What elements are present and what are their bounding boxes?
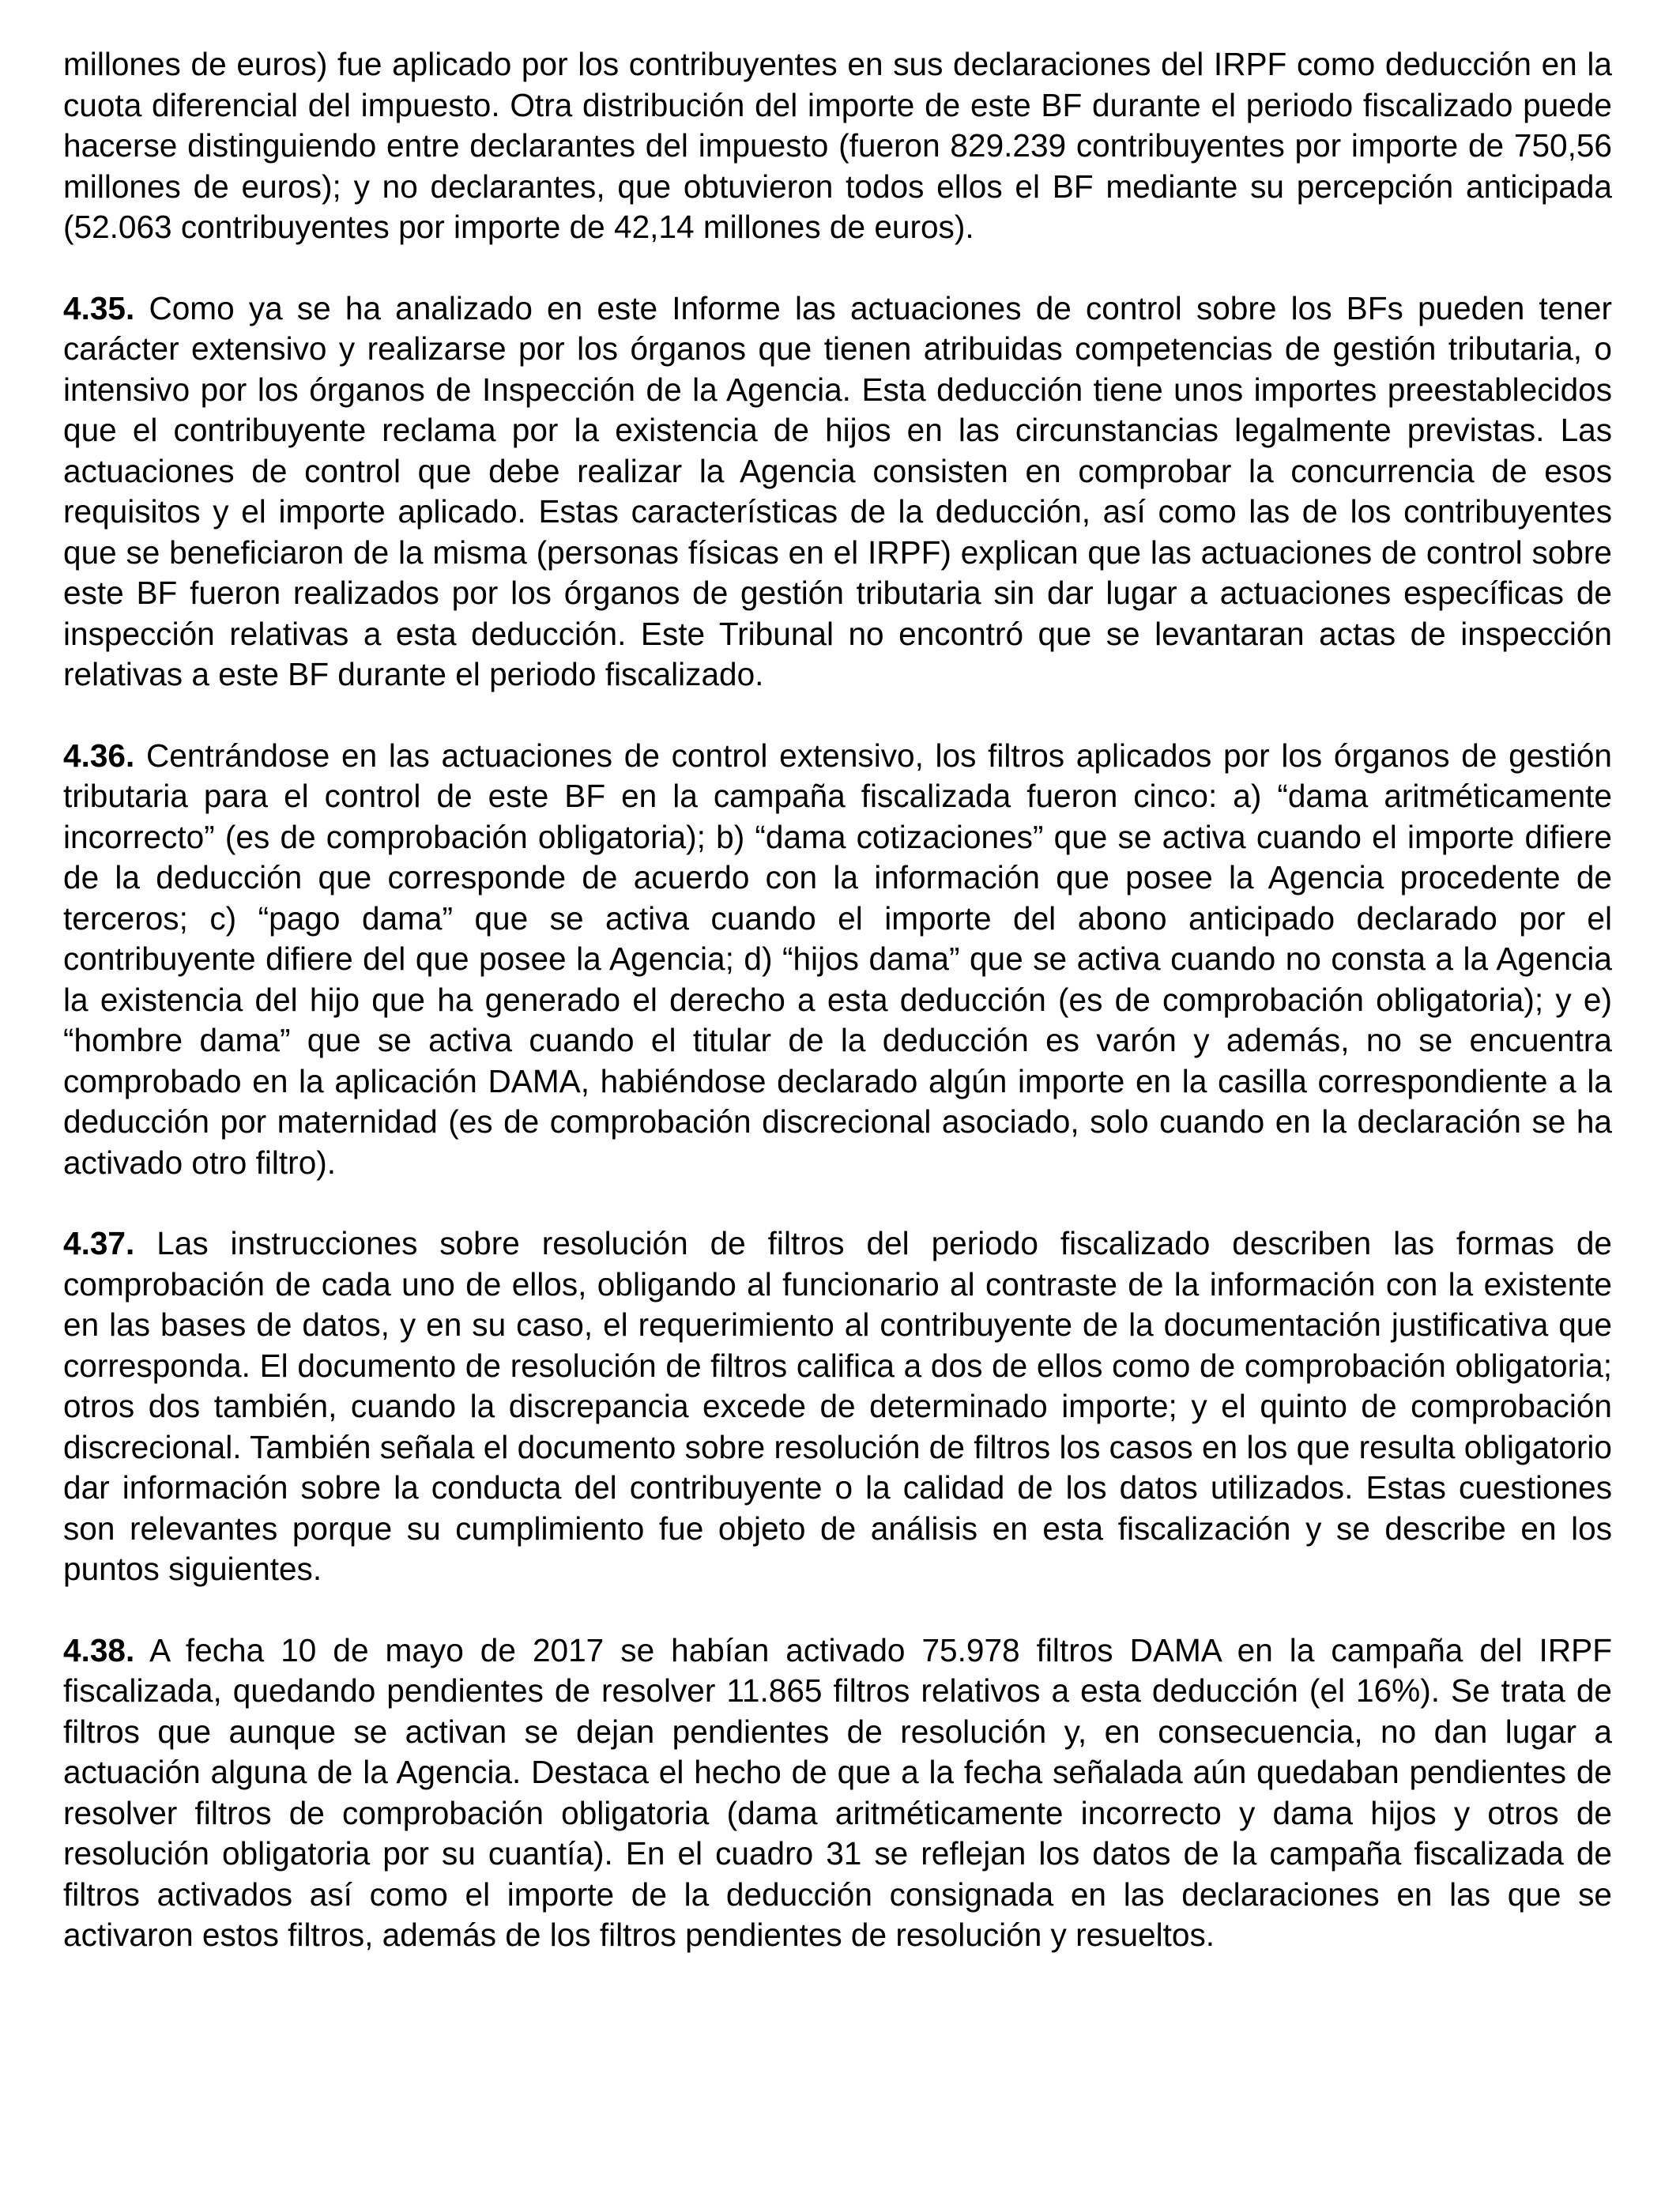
paragraph-number: 4.35. [63,289,135,326]
paragraph-text: A fecha 10 de mayo de 2017 se habían activado 75.978 filtros DAMA en la campaña del IRPF fiscalizada, quedando pendientes de resolver 11.865 filtros relativos a esta deducción (el 16%). Se trata de filtros que aunque se activan se dejan pendientes de resolución y, en consecuencia, no dan lugar a actuación alguna de la Agencia. Destaca el hecho de que a la fecha señalada aún quedaban pendientes de resolver filtros de comprobación obligatoria (dama aritméticamente incorrecto y dama hijos y otros de resolución obligatoria por su cuantía). En el cuadro 31 se reflejan los datos de la campaña fiscalizada de filtros activados así como el importe de la deducción consignada en las declaraciones en las que se activaron estos filtros, además de los filtros pendientes de resolución y resueltos. [63,1631,1612,1953]
paragraph-text: Las instrucciones sobre resolución de filtros del periodo fiscalizado describen las formas de comprobación de cada uno de ellos, obligando al funcionario al contraste de la información con la existente en las bases de datos, y en su caso, el requerimiento al contribuyente de la documentación justificativa que corresponda. El documento de resolución de filtros califica a dos de ellos como de comprobación obligatoria; otros dos también, cuando la discrepancia excede de determinado importe; y el quinto de comprobación discrecional. También señala el documento sobre resolución de filtros los casos en los que resulta obligatorio dar información sobre la conducta del contribuyente o la calidad de los datos utilizados. Estas cuestiones son relevantes porque su cumplimiento fue objeto de análisis en esta fiscalización y se describe en los puntos siguientes. [63,1225,1612,1587]
paragraph-number: 4.38. [63,1631,135,1668]
paragraph-text: Como ya se ha analizado en este Informe las actuaciones de control sobre los BFs pueden tener carácter extensivo y realizarse por los órganos que tienen atribuidas competencias de gestión tributaria, o intensivo por los órganos de Inspección de la Agencia. Esta deducción tiene unos importes preestablecidos que el contribuyente reclama por la existencia de hijos en las circunstancias legalmente previstas. Las actuaciones de control que debe realizar la Agencia consisten en comprobar la concurrencia de esos requisitos y el importe aplicado. Estas características de la deducción, así como las de los contribuyentes que se beneficiaron de la misma (personas físicas en el IRPF) explican que las actuaciones de control sobre este BF fueron realizados por los órganos de gestión tributaria sin dar lugar a actuaciones específicas de inspección relativas a esta deducción. Este Tribunal no encontró que se levantaran actas de inspección relativas a este BF durante el periodo fiscalizado. [63,289,1613,692]
paragraph-number: 4.37. [63,1225,135,1261]
paragraph-text: millones de euros) fue aplicado por los contribuyentes en sus declaraciones del IRPF como deducción en la cuota diferencial del impuesto. Otra distribución del importe de este BF durante el periodo fiscalizado puede hacerse distinguiendo entre declarantes del impuesto (fueron 829.239 contribuyentes por importe de 750,56 millones de euros); y no declarantes, que obtuvieron todos ellos el BF mediante su percepción anticipada (52.063 contribuyentes por importe de 42,14 millones de euros). [63,46,1612,245]
paragraph-4-36 [63,736,1612,1184]
paragraph-continuation [63,44,1612,248]
paragraph-4-38 [63,1630,1612,1956]
paragraph-number: 4.36. [63,737,135,774]
document-page [63,44,1612,1996]
paragraph-text: Centrándose en las actuaciones de control extensivo, los filtros aplicados por los órganos de gestión tributaria para el control de este BF en la campaña fiscalizada fueron cinco: a) “dama aritméticamente incorrecto” (es de comprobación obligatoria); b) “dama cotizaciones” que se activa cuando el importe difiere de la deducción que corresponde de acuerdo con la información que posee la Agencia procedente de terceros; c) “pago dama” que se activa cuando el importe del abono anticipado declarado por el contribuyente difiere del que posee la Agencia; d) “hijos dama” que se activa cuando no consta a la Agencia la existencia del hijo que ha generado el derecho a esta deducción (es de comprobación obligatoria); y e) “hombre dama” que se activa cuando el titular de la deducción es varón y además, no se encuentra comprobado en la aplicación DAMA, habiéndose declarado algún importe en la casilla correspondiente a la deducción por maternidad (es de comprobación discrecional asociado, solo cuando en la declaración se ha activado otro filtro). [63,737,1612,1181]
paragraph-4-37 [63,1223,1612,1590]
paragraph-4-35 [63,288,1612,696]
